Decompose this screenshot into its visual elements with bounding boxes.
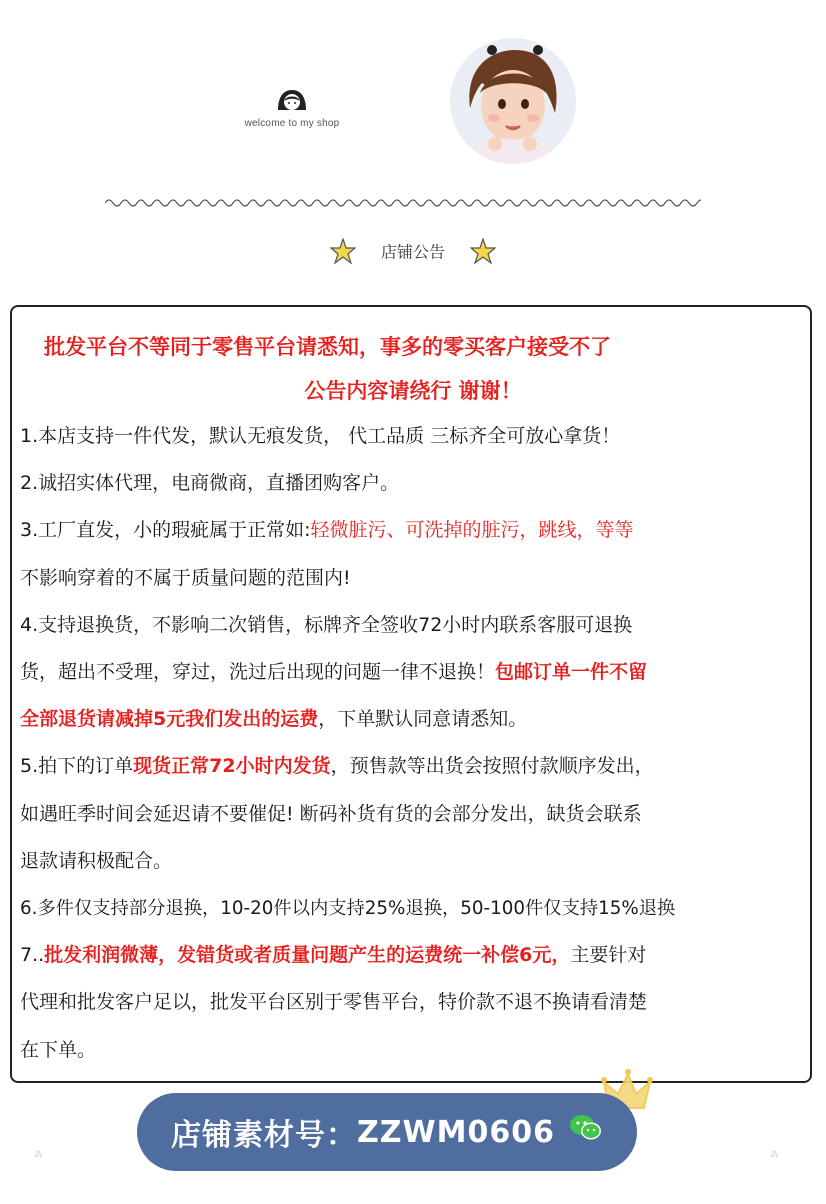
notice-line-8 <box>20 743 806 790</box>
notice-line-7b: ，下单默认同意请悉知。 <box>318 708 528 731</box>
notice-line-9: 如遇旺季时间会延迟请不要催促! 断码补货有货的会部分发出，缺货会联系 <box>20 802 642 825</box>
notice-line-12b: 批发利润微薄，发错货或者质量问题产生的运费统一补偿6元， <box>44 944 571 967</box>
material-label: 店铺素材号： <box>171 1118 358 1153</box>
girl-avatar <box>450 38 576 164</box>
notice-line-5: 4.支持退换货，不影响二次销售，标牌齐全签收72小时内联系客服可退换 <box>20 613 633 636</box>
wavy-divider <box>105 196 701 210</box>
notice-line-8c: ，预售款等出货会按照付款顺序发出， <box>330 755 654 778</box>
notice-line-8b: 现货正常72小时内发货 <box>133 755 331 778</box>
star-right-icon <box>470 238 496 264</box>
notice-line-3a: 3.工厂直发，小的瑕疵属于正常如: <box>20 519 311 542</box>
notice-line-12a: 7.. <box>20 944 45 967</box>
notice-box <box>10 305 812 1083</box>
notice-line-12c: 主要针对 <box>570 944 647 967</box>
notice-line-6 <box>20 649 806 696</box>
notice-line-6b: 包邮订单一件不留 <box>495 661 648 684</box>
star-left-icon <box>330 238 356 264</box>
notice-line-7a: 全部退货请减掉5元我们发出的运费 <box>20 708 319 731</box>
notice-headline-1: 批发平台不等同于零售平台请悉知，事多的零买客户接受不了 <box>44 335 611 359</box>
welcome-text: welcome to my shop <box>244 118 340 129</box>
notice-line-13: 代理和批发客户足以，批发平台区别于零售平台，特价款不退不换请看清楚 <box>20 991 648 1014</box>
decor-dot-right: ⁂ <box>770 1150 779 1160</box>
notice-line-12 <box>20 932 806 979</box>
material-code: ZZWM0606 <box>357 1114 555 1150</box>
notice-line-6a: 货，超出不受理，穿过，洗过后出现的问题一律不退换！ <box>20 661 496 684</box>
decor-dot-left: ⁂ <box>34 1150 43 1160</box>
notice-line-11: 6.多件仅支持部分退换，10-20件以内支持25%退换，50-100件仅支持15%退换 <box>20 898 676 920</box>
shop-logo <box>222 88 362 129</box>
notice-headline-2: 公告内容请绕行 谢谢！ <box>304 379 522 403</box>
notice-title: 店铺公告 <box>380 242 445 262</box>
material-code-banner <box>137 1093 637 1171</box>
girl-logo-icon <box>274 88 310 112</box>
notice-line-2: 2.诚招实体代理，电商微商，直播团购客户。 <box>20 472 400 495</box>
notice-line-14: 在下单。 <box>20 1038 97 1061</box>
notice-line-1: 1.本店支持一件代发，默认无痕发货， 代工品质 三标齐全可放心拿货！ <box>20 425 621 447</box>
notice-line-4: 不影响穿着的不属于质量问题的范围内! <box>20 566 351 589</box>
notice-heading <box>0 238 826 264</box>
notice-line-3 <box>20 507 806 554</box>
notice-line-3b: 轻微脏污、可洗掉的脏污，跳线，等等 <box>310 519 634 542</box>
notice-line-10: 退款请积极配合。 <box>20 849 173 872</box>
wechat-icon <box>569 1114 603 1150</box>
notice-line-7 <box>20 696 806 743</box>
notice-line-8a: 5.拍下的订单 <box>20 755 134 778</box>
